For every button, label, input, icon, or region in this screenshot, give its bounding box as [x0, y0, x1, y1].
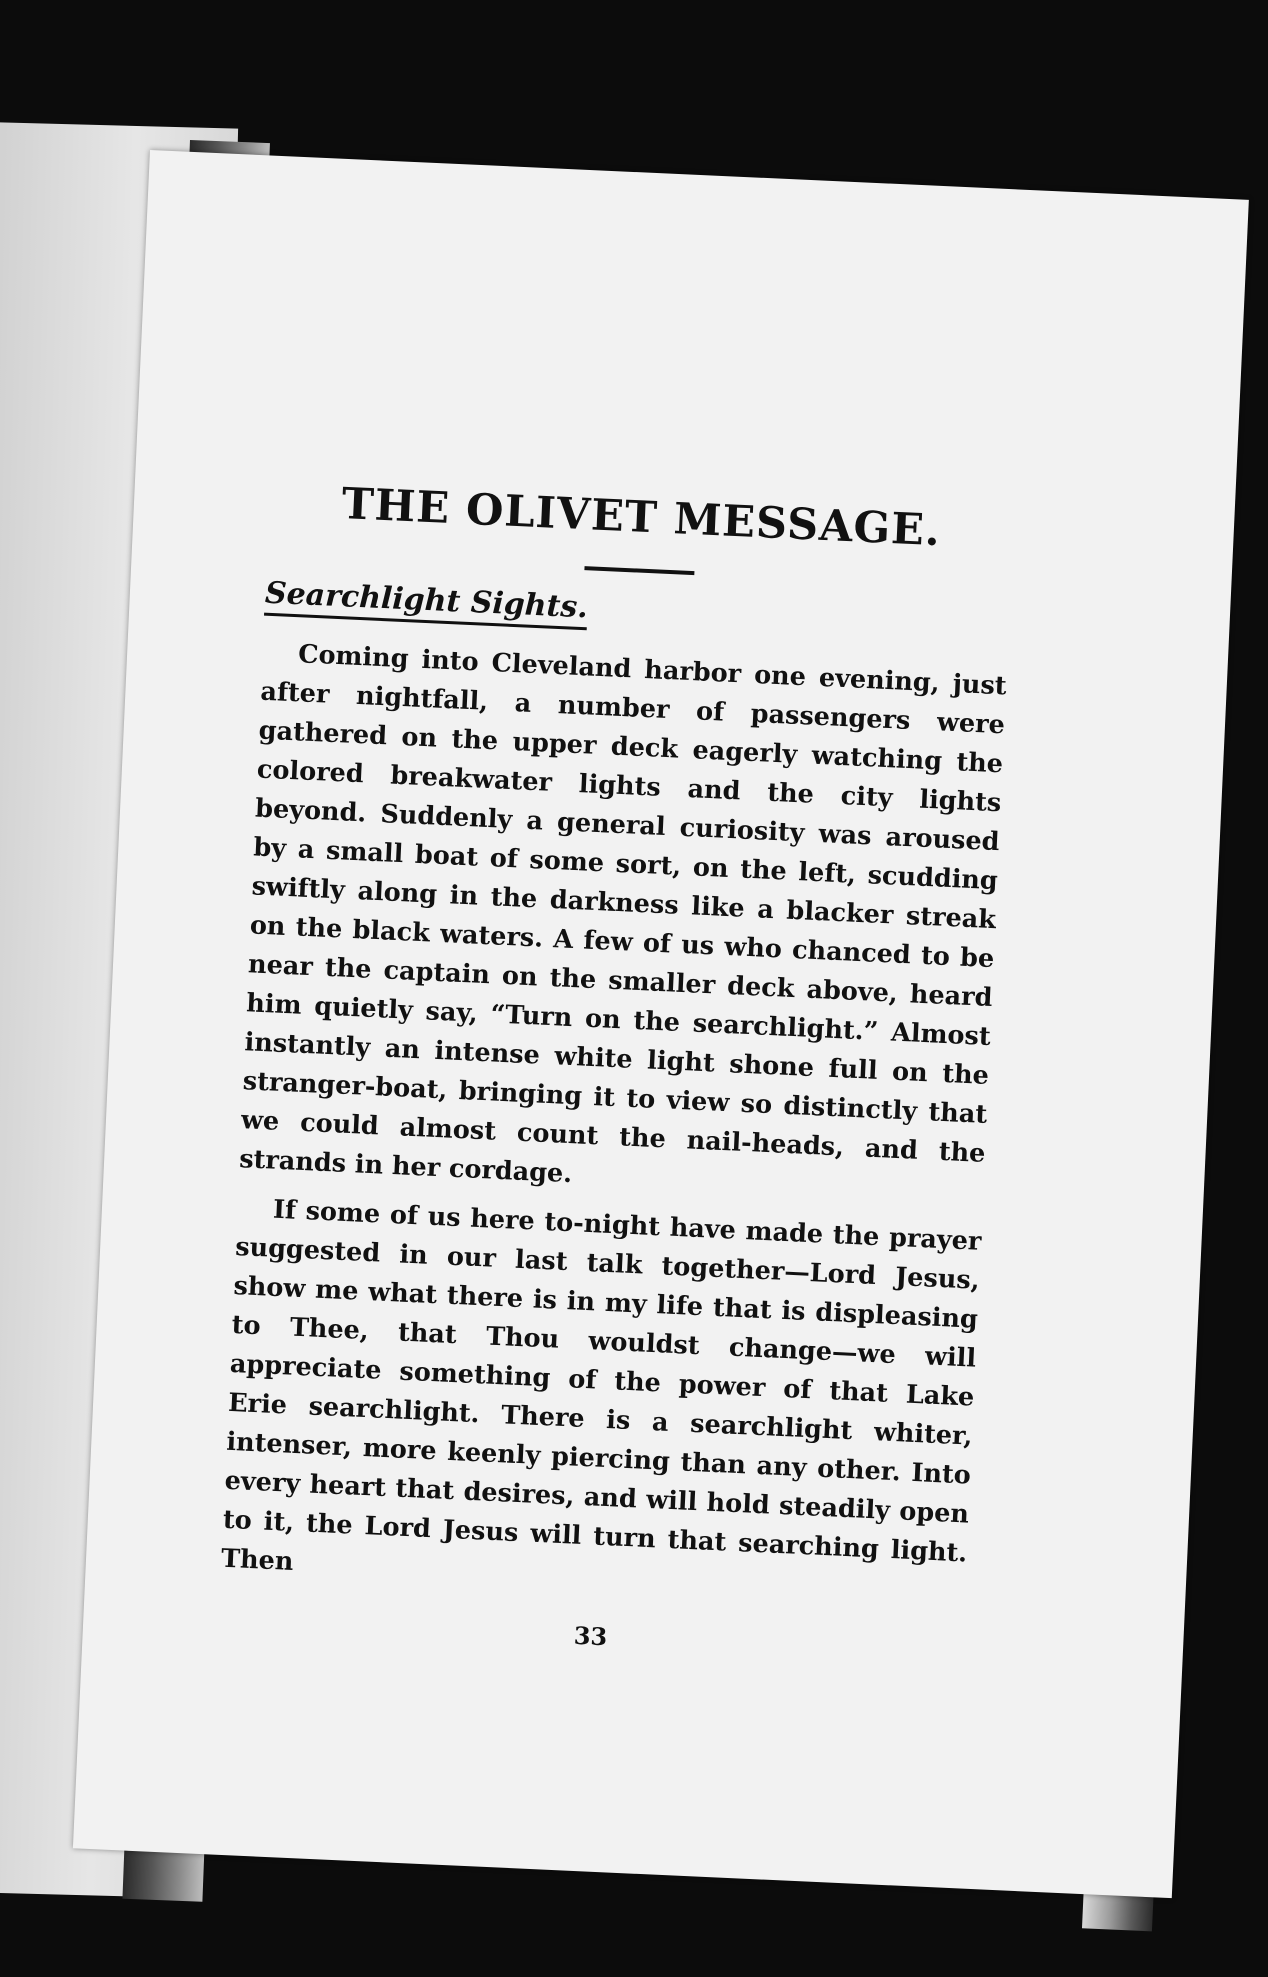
paragraph: If some of us here to-night have made the prayer suggested in our last talk together—Lord Jesus, show me what there is in my life that is displeasing to Thee, that Thou wouldst change—we will appreciate something of the power of that Lake Erie searchlight. There is a searchlight whiter, intenser, more keenly piercing than any other. Into every heart that desires, and will hold steadily open to it, the Lord Jesus will turn that searching light. Then: [220, 1194, 983, 1577]
section-heading: Searchlight Sights.: [264, 576, 588, 631]
page-number: 33: [573, 1620, 608, 1652]
paragraph: Coming into Cleveland harbor one evening, just after nightfall, a number of passengers were gathered on the upper deck eagerly watching the colored breakwater lights and the city lights beyond. Suddenly a general curiosity was aroused by a small boat of some sort, on the left, scudding swiftly along in the darkness like a blacker streak on the black waters. A few of us who chanced to be near the captain on the smaller deck above, heard him quietly say, “Turn on the searchlight.” Almost instantly an intense white light shone full on the stranger-boat, bringing it to view so distinctly that we could almost count the nail-heads, and the strands in her cordage.: [238, 639, 1008, 1190]
book-page: [73, 150, 1249, 1898]
title-rule: [584, 566, 694, 575]
page-content: [218, 476, 1015, 1668]
page-title: THE OLIVET MESSAGE.: [340, 479, 942, 557]
